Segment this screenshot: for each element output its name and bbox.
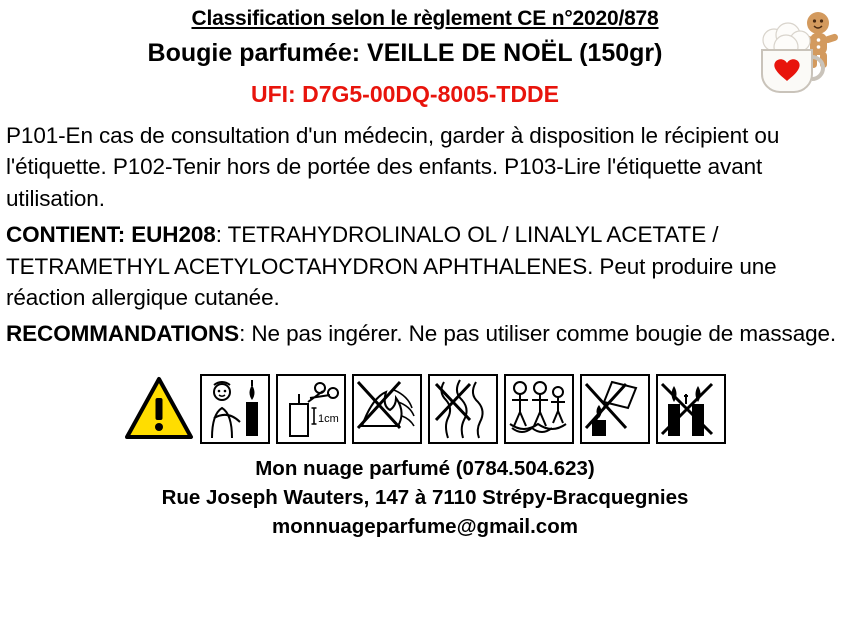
- keep-away-from-draughts-icon: [428, 374, 498, 444]
- keep-away-from-children-and-pets-icon: [504, 374, 574, 444]
- precautionary-statements: P101-En cas de consultation d'un médecin, garder à disposition le récipient ou l'étiquette. P102-Tenir hors de portée des enfants. P103-Lire l'étiquette avant utilisation.: [6, 122, 780, 212]
- recommendations-text: : Ne pas ingérer. Ne pas utiliser comme bougie de massage.: [239, 321, 837, 347]
- footer-email: monnuageparfume@gmail.com: [272, 515, 578, 538]
- keep-candles-apart-icon: [656, 374, 726, 444]
- page-title-product: Bougie parfumée: VEILLE DE NOËL (150gr): [147, 39, 663, 68]
- contains-statement: [6, 219, 844, 314]
- recommendations-label: RECOMMANDATIONS: [6, 321, 240, 347]
- never-leave-candle-unattended-icon: [200, 374, 270, 444]
- ufi-code: UFI: D7G5-00DQ-8005-TDDE: [250, 80, 560, 107]
- pictogram-row: [6, 374, 844, 444]
- keep-away-from-flammable-materials-icon: [352, 374, 422, 444]
- footer-contact: [6, 454, 844, 541]
- hot-chocolate-mug-illustration: [736, 2, 844, 98]
- warning-triangle-icon: [124, 374, 194, 444]
- mug-shape: [762, 50, 823, 92]
- footer-address: Rue Joseph Wauters, 147 à 7110 Strépy-Bracquegnies: [161, 485, 689, 509]
- recommendations-statement: [6, 318, 844, 350]
- contains-label: CONTIENT: EUH208: [6, 221, 216, 247]
- page-title-regulation: Classification selon le règlement CE n°2020/878: [191, 7, 659, 30]
- svg-text:1cm: 1cm: [318, 412, 339, 425]
- do-not-extinguish-with-water-icon: [580, 374, 650, 444]
- contains-text: : TETRAHYDROLINALO OL / LINALYL ACETATE / TETRAMETHYL ACETYLOCTAHYDRON APHTHALENES. Peut produire une réaction allergique cutanée.: [6, 221, 777, 311]
- trim-wick-1cm-icon: [276, 374, 346, 444]
- footer-company: Mon nuage parfumé (0784.504.623): [255, 456, 595, 480]
